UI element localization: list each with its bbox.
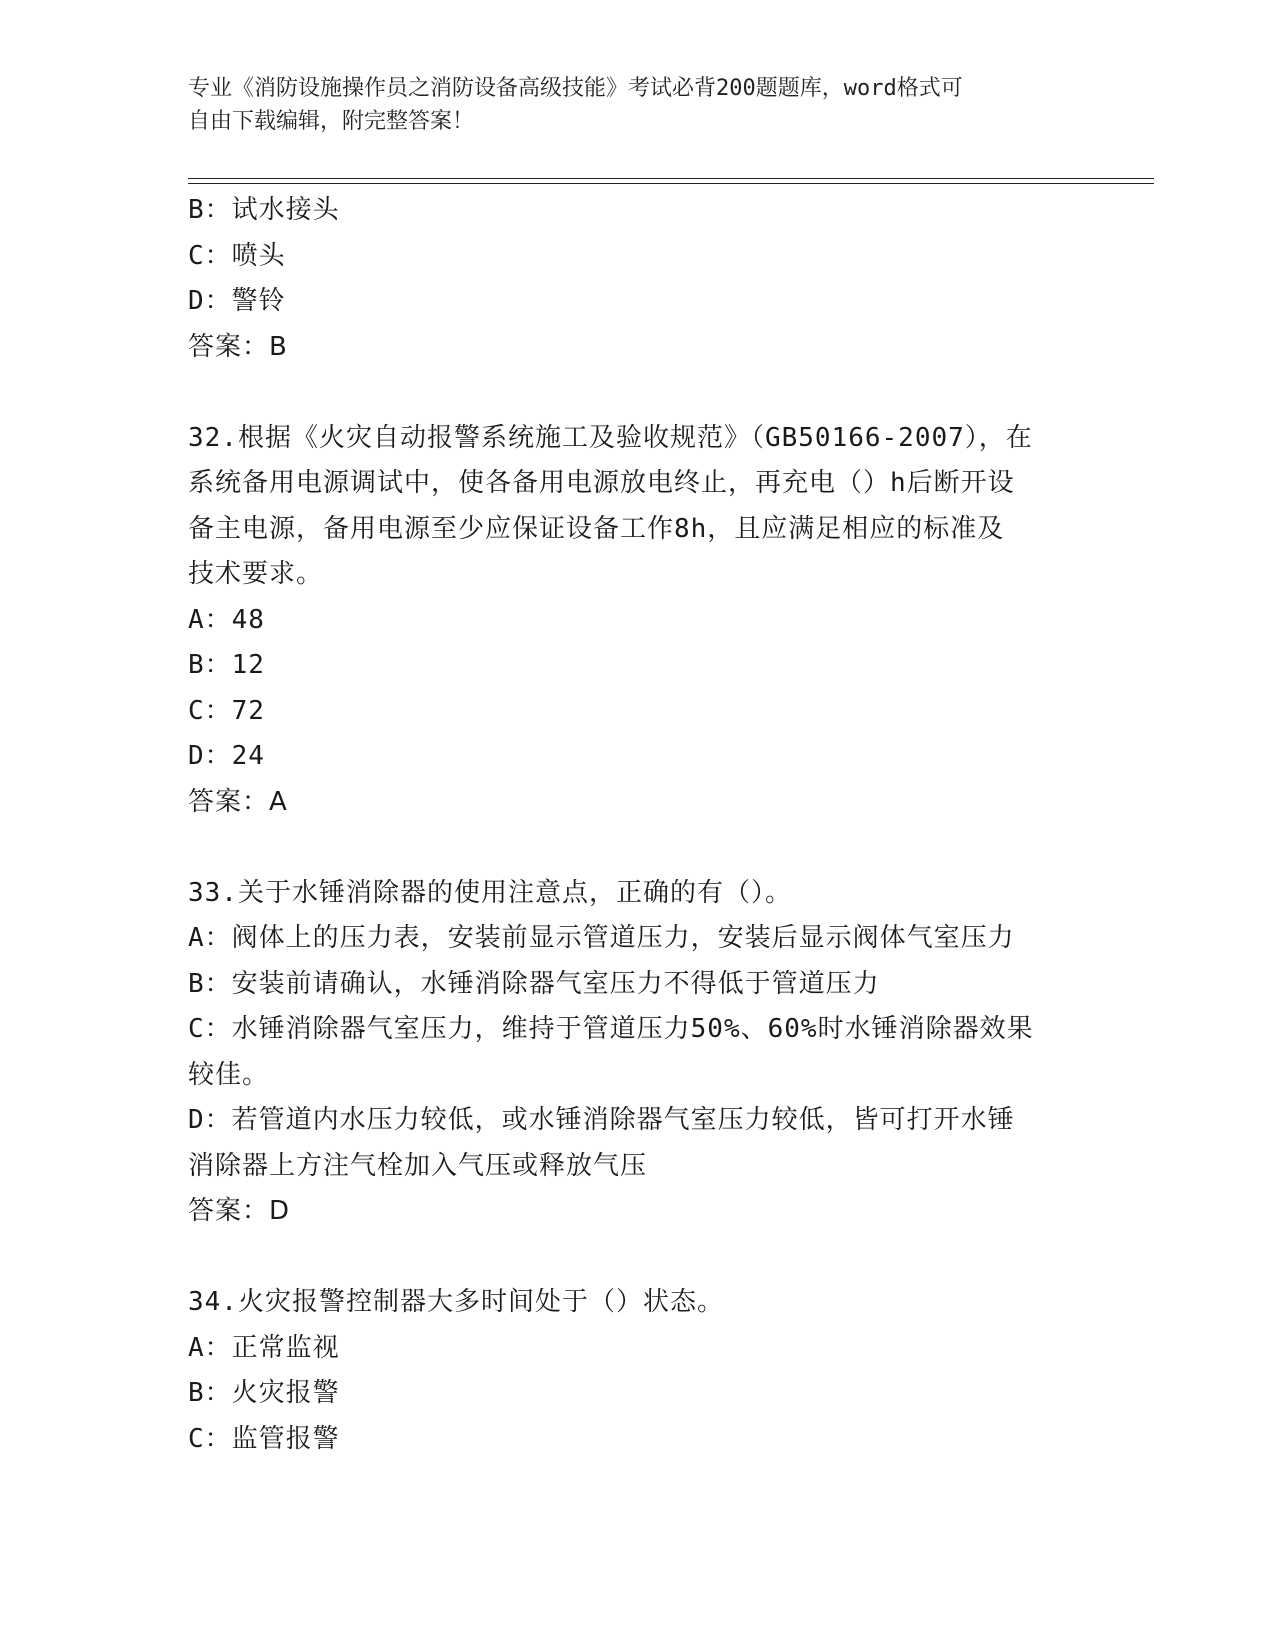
- page-header: [188, 72, 1068, 138]
- question-spacer: [188, 1235, 1088, 1281]
- answer-line: 答案：B: [188, 331, 288, 362]
- option-c: C：监管报警: [188, 1423, 340, 1454]
- option-c-continued: 较佳。: [188, 1059, 270, 1090]
- header-line-2: 自由下载编辑，附完整答案！: [188, 109, 475, 134]
- question-stem-line: 技术要求。: [188, 559, 324, 589]
- question-stem-line: 33.关于水锤消除器的使用注意点，正确的有（）。: [188, 877, 792, 908]
- option-b: B：火灾报警: [188, 1378, 340, 1408]
- option-c: C：水锤消除器气室压力，维持于管道压力50%、60%时水锤消除器效果: [188, 1014, 1034, 1044]
- option-a: A：48: [188, 604, 265, 635]
- option-d: D：警铃: [188, 286, 286, 316]
- option-d: D：24: [188, 741, 265, 771]
- question-spacer: [188, 370, 1088, 416]
- option-b: B：12: [188, 650, 265, 680]
- question-31-continued: [188, 188, 1088, 370]
- document-body: [188, 188, 1088, 1462]
- option-a: A：阀体上的压力表，安装前显示管道压力，安装后显示阀体气室压力: [188, 923, 1015, 953]
- header-rule-bottom: [188, 183, 1154, 184]
- question-stem-line: 32.根据《火灾自动报警系统施工及验收规范》（GB50166-2007），在: [188, 422, 1033, 453]
- option-c: C：喷头: [188, 240, 286, 271]
- header-rule-top: [188, 178, 1154, 179]
- option-a: A：正常监视: [188, 1332, 340, 1363]
- option-d: D：若管道内水压力较低，或水锤消除器气室压力较低，皆可打开水锤: [188, 1105, 1015, 1135]
- option-b: B：试水接头: [188, 195, 340, 225]
- header-line-1: 专业《消防设施操作员之消防设备高级技能》考试必背200题题库，word格式可: [188, 76, 963, 101]
- answer-line: 答案：D: [188, 1196, 291, 1226]
- question-stem-line: 系统备用电源调试中，使各备用电源放电终止，再充电（）h后断开设: [188, 468, 1015, 498]
- question-stem-line: 备主电源，备用电源至少应保证设备工作8h，且应满足相应的标准及: [188, 513, 1005, 544]
- answer-line: 答案：A: [188, 786, 288, 817]
- option-c: C：72: [188, 695, 265, 726]
- option-d-continued: 消除器上方注气栓加入气压或释放气压: [188, 1150, 648, 1181]
- question-34: [188, 1280, 1088, 1462]
- question-stem-line: 34.火灾报警控制器大多时间处于（）状态。: [188, 1287, 724, 1317]
- option-b: B：安装前请确认，水锤消除器气室压力不得低于管道压力: [188, 968, 880, 999]
- question-33: [188, 871, 1088, 1235]
- question-spacer: [188, 825, 1088, 871]
- question-32: [188, 416, 1088, 826]
